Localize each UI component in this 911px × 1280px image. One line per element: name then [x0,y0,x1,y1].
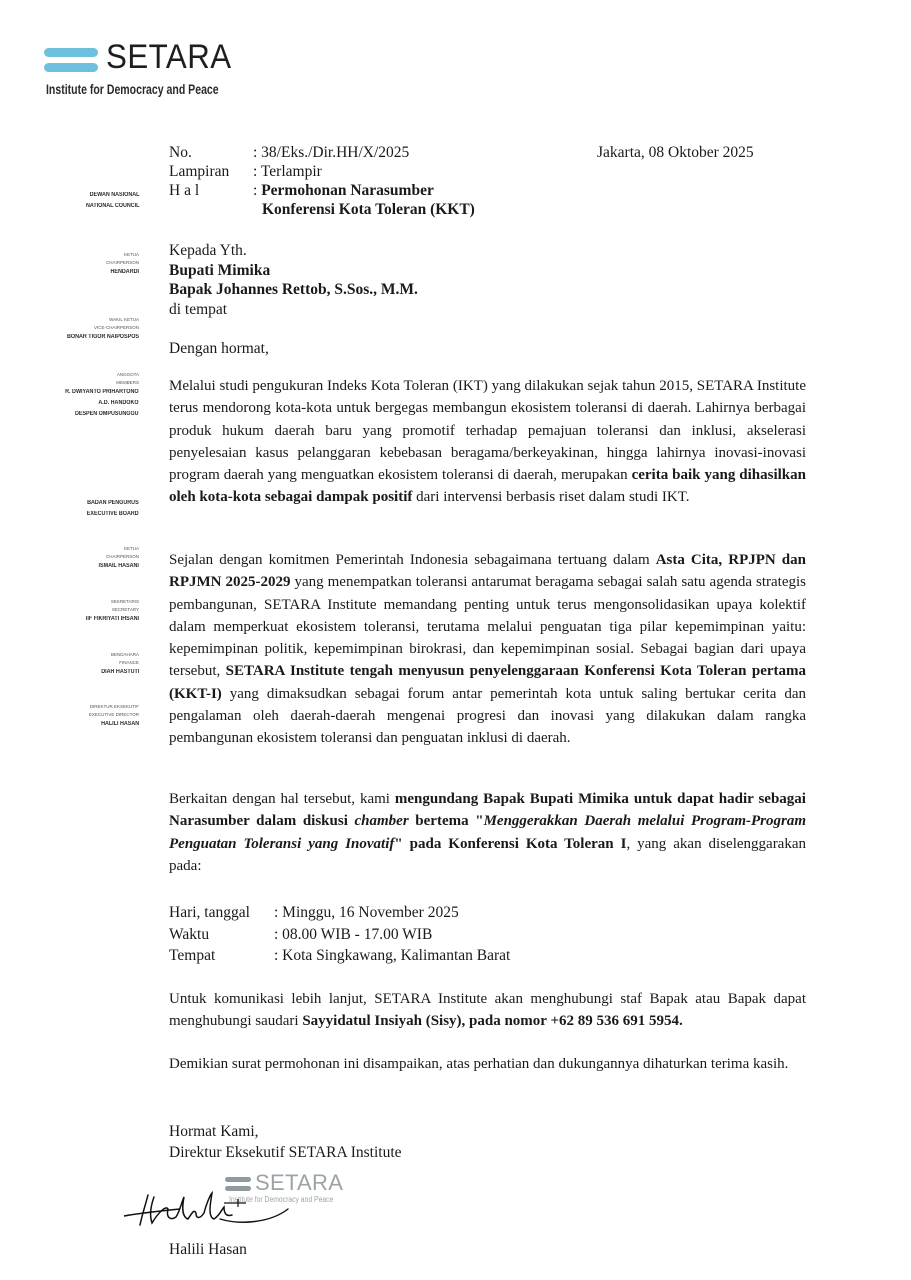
body-paragraph-1: Melalui studi pengukuran Indeks Kota Toleran (IKT) yang dilakukan sejak tahun 2015, SETARA Institute terus mendorong kota-kota untuk bergegas membangun ekosistem toleransi di daerah. Lahirnya berbagai produk hukum daerah baru yang promotif terhadap pemajuan toleransi dan inklusi, akselerasi penyelesaian kasus pelanggaran kebebasan beragama/berkeyakinan, hingga lahirnya inovasi-inovasi program daerah yang menguatkan ekosistem toleransi di daerah, merupakan cerita baik yang dihasilkan oleh kota-kota sebagai dampak positif dari intervensi berbasis riset dalam studi IKT. [169,378,806,506]
recipient-block [169,241,418,319]
executive-board-heading: BADAN PENGURUS EXECUTIVE BOARD [87,500,139,517]
subject-line-1: Permohonan Narasumber [261,182,434,199]
event-details [169,902,510,967]
board-finance: BENDAHARA FINANCE DIAH HASTUTI [100,652,139,675]
recipient-location: di tempat [169,300,228,318]
closing-position: Direktur Eksekutif SETARA Institute [169,1144,402,1161]
setara-logo-icon [44,48,98,78]
body-paragraph-contact: Untuk komunikasi lebih lanjut, SETARA Institute akan menghubungi staf Bapak atau Bapak dapat menghubungi saudari Sayyidatul Insiyah (Sisy), pada nomor +62 89 536 691 5954. [169,991,806,1030]
closing-block [169,1121,402,1163]
letterhead-logo [44,38,244,104]
letter-meta [169,143,475,219]
subject-line-2: Konferensi Kota Toleran (KKT) [262,201,475,218]
board-chairperson: KETUA CHAIRPERSON ISMAIL HASANI [98,546,139,569]
organization-stamp: SETARA Institute for Democracy and Peace [225,1172,345,1212]
event-date-row: Hari, tanggal : Minggu, 16 November 2025 [169,904,459,921]
letter-number-row: No. : 38/Eks./Dir.HH/X/2025 [169,144,410,161]
council-members: ANGGOTA MEMBERS R. DWIYANTO PRIHARTONO A.D. HANDOKO DESPEN OMPUSUNGGU [65,372,139,417]
body-paragraph-closing: Demikian surat permohonan ini disampaikan, atas perhatian dan dukungannya dihaturkan terima kasih. [169,1056,789,1072]
brand-name: SETARA [106,38,232,76]
signer-name: Halili Hasan [169,1241,247,1258]
body-paragraph-2: Sejalan dengan komitmen Pemerintah Indonesia sebagaimana tertuang dalam Asta Cita, RPJPN dan RPJMN 2025-2029 yang menempatkan toleransi antarumat beragama sebagai salah satu agenda strategis pembangunan, SETARA Institute memandang penting untuk terus mengonsolidasikan upaya kolektif dalam memperkuat ekosistem toleransi, terutama melalui penguatan tiga pilar kepemimpinan yaitu: kepemimpinan politik, kepemimpinan birokrasi, dan kepemimpinan sosial. Sebagai bagian dari upaya tersebut, SETARA Institute tengah menyusun penyelenggaraan Konferensi Kota Toleran pertama (KKT-I) yang dimaksudkan sebagai forum antar pemerintah kota untuk saling bertukar cerita dan pengalaman oleh daerah-daerah mengenai progresi dan inovasi yang dilakukan dalam rangka pembangunan ekosistem toleransi dan penguatan inklusi di daerah. [169,552,806,747]
closing-regards: Hormat Kami, [169,1123,259,1140]
national-council-heading: DEWAN NASIONAL NATIONAL COUNCIL [85,192,139,209]
recipient-greeting: Kepada Yth. [169,242,247,259]
brand-tagline: Institute for Democracy and Peace [46,82,219,97]
signature-icon [120,1183,300,1233]
board-executive-director: DIREKTUR EKSEKUTIF EXECUTIVE DIRECTOR HALILI HASAN [88,704,139,727]
place-date: Jakarta, 08 Oktober 2025 [597,144,754,161]
body-paragraph-invitation: Berkaitan dengan hal tersebut, kami mengundang Bapak Bupati Mimika untuk dapat hadir sebagai Narasumber dalam diskusi chamber bertema "Menggerakkan Daerah melalui Program-Program Penguatan Toleransi yang Inovatif" pada Konferensi Kota Toleran I, yang akan diselenggarakan pada: [169,791,807,874]
recipient-title: Bupati Mimika [169,261,271,279]
council-chairperson: KETUA CHAIRPERSON HENDARDI [105,252,139,275]
board-secretary: SEKRETARIS SECRETARY IIF FIKRIYATI IHSANI [85,599,139,622]
council-vice-chairperson: WAKIL KETUA VICE-CHAIRPERSON BONAR TIGOR NAIPOSPOS [66,317,139,340]
event-venue-row: Tempat : Kota Singkawang, Kalimantan Barat [169,947,511,964]
attachment-row: Lampiran : Terlampir [169,163,322,180]
recipient-name: Bapak Johannes Rettob, S.Sos., M.M. [169,281,418,298]
subject-row: H a l : Permohonan Narasumber [169,182,434,199]
event-time-row: Waktu : 08.00 WIB - 17.00 WIB [169,925,433,943]
salutation: Dengan hormat, [169,340,269,357]
